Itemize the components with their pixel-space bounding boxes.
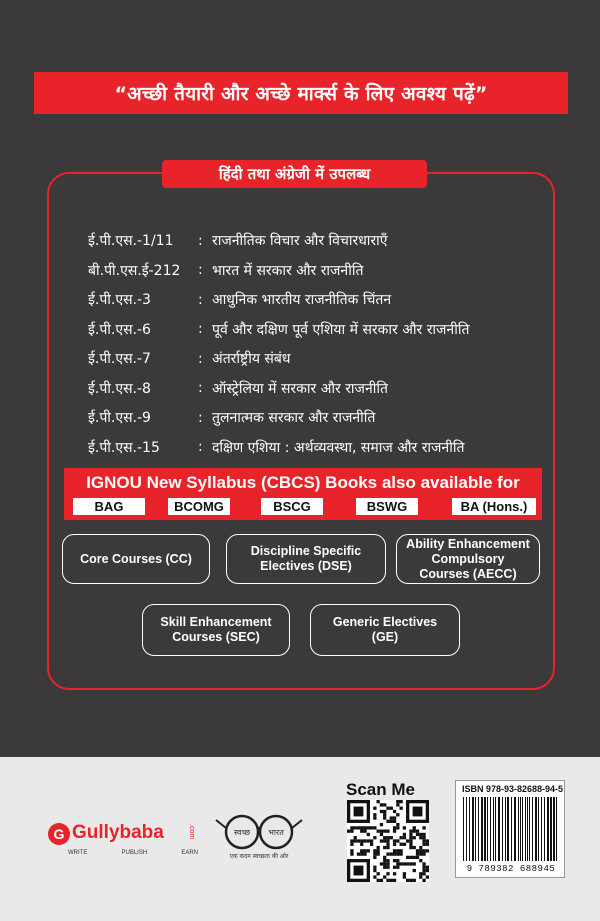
brand-tagline [68, 850, 198, 856]
category-label: Ability Enhancement Compulsory Courses (AECC) [406, 536, 530, 581]
course-code: ई.पी.एस.-9 [88, 410, 151, 427]
category-sec [142, 604, 290, 656]
category-label: Discipline Specific Electives (DSE) [250, 544, 362, 573]
category-dse [226, 534, 386, 584]
swachh-bharat-logo [214, 808, 304, 864]
isbn-label: ISBN 978-93-82688-94-5 [462, 784, 564, 794]
category-core-courses [62, 534, 210, 584]
category-label: Skill Enhancement Courses (SEC) [160, 615, 272, 644]
tagline-text: “अच्छी तैयारी और अच्छे मार्क्स के लिए अवश्य पढ़ें” [114, 83, 488, 105]
course-separator: : [198, 232, 203, 249]
tagline-word: PUBLISH [121, 850, 148, 856]
ignou-syllabus-bar [64, 468, 542, 520]
course-code: ई.पी.एस.-8 [88, 380, 151, 397]
course-row [88, 285, 558, 315]
course-title: अंतर्राष्ट्रीय संबंध [212, 351, 291, 368]
availability-text: हिंदी तथा अंग्रेजी में उपलब्ध [218, 165, 371, 183]
isbn-barcode [455, 780, 565, 878]
course-separator: : [198, 291, 203, 308]
course-row [88, 403, 558, 433]
program-tag: BSCG [261, 498, 323, 515]
course-title: राजनीतिक विचार और विचारधाराएँ [212, 233, 388, 250]
course-separator: : [198, 262, 203, 279]
gullybaba-logo-icon: G [48, 823, 70, 845]
program-tag: BSWG [356, 498, 418, 515]
course-title: आधुनिक भारतीय राजनीतिक चिंतन [212, 292, 392, 309]
course-separator: : [198, 439, 203, 456]
swachh-left-text: स्वच्छ [233, 828, 251, 837]
scan-me-label: Scan Me [346, 780, 415, 799]
course-title: तुलनात्मक सरकार और राजनीति [212, 410, 376, 427]
availability-label [162, 160, 427, 188]
course-list [88, 226, 558, 462]
category-label: Generic Electives (GE) [332, 615, 438, 644]
program-tag: BAG [73, 498, 145, 515]
course-separator: : [198, 409, 203, 426]
swachh-caption: एक कदम स्वच्छता की ओर [229, 853, 289, 860]
course-separator: : [198, 380, 203, 397]
course-title: ऑस्ट्रेलिया में सरकार और राजनीति [212, 380, 388, 397]
course-code: ई.पी.एस.-7 [88, 351, 151, 368]
course-row [88, 344, 558, 374]
course-row [88, 315, 558, 345]
course-title: पूर्व और दक्षिण पूर्व एशिया में सरकार और राजनीति [212, 321, 470, 338]
course-row [88, 256, 558, 286]
course-code: ई.पी.एस.-6 [88, 321, 151, 338]
gullybaba-logo [48, 820, 208, 860]
category-label: Core Courses (CC) [80, 551, 192, 566]
category-ge [310, 604, 460, 656]
glasses-icon [214, 808, 304, 852]
barcode-icon [461, 797, 561, 863]
swachh-right-text: भारत [268, 828, 284, 837]
ignou-title: IGNOU New Syllabus (CBCS) Books also available for [86, 473, 520, 492]
course-row [88, 226, 558, 256]
course-code: ई.पी.एस.-3 [88, 292, 151, 309]
brand-name: Gullybaba [72, 822, 164, 843]
program-tag: BCOMG [168, 498, 230, 515]
course-row [88, 433, 558, 463]
course-row [88, 374, 558, 404]
course-code: बी.पी.एस.ई-212 [88, 262, 181, 279]
tagline-word: EARN [181, 850, 198, 856]
brand-suffix: .com [188, 824, 195, 840]
course-code: ई.पी.एस.-15 [88, 439, 160, 456]
category-aecc [396, 534, 540, 584]
tagline-word: WRITE [68, 850, 88, 856]
program-tag: BA (Hons.) [452, 498, 536, 515]
tagline-banner [34, 72, 568, 114]
course-separator: : [198, 321, 203, 338]
course-title: दक्षिण एशिया : अर्थव्यवस्था, समाज और राजनीति [212, 439, 465, 456]
course-title: भारत में सरकार और राजनीति [212, 262, 364, 279]
qr-code-icon [347, 800, 429, 882]
course-separator: : [198, 350, 203, 367]
barcode-number: 9 789382 688945 [466, 864, 556, 874]
course-code: ई.पी.एस.-1/11 [88, 233, 174, 250]
